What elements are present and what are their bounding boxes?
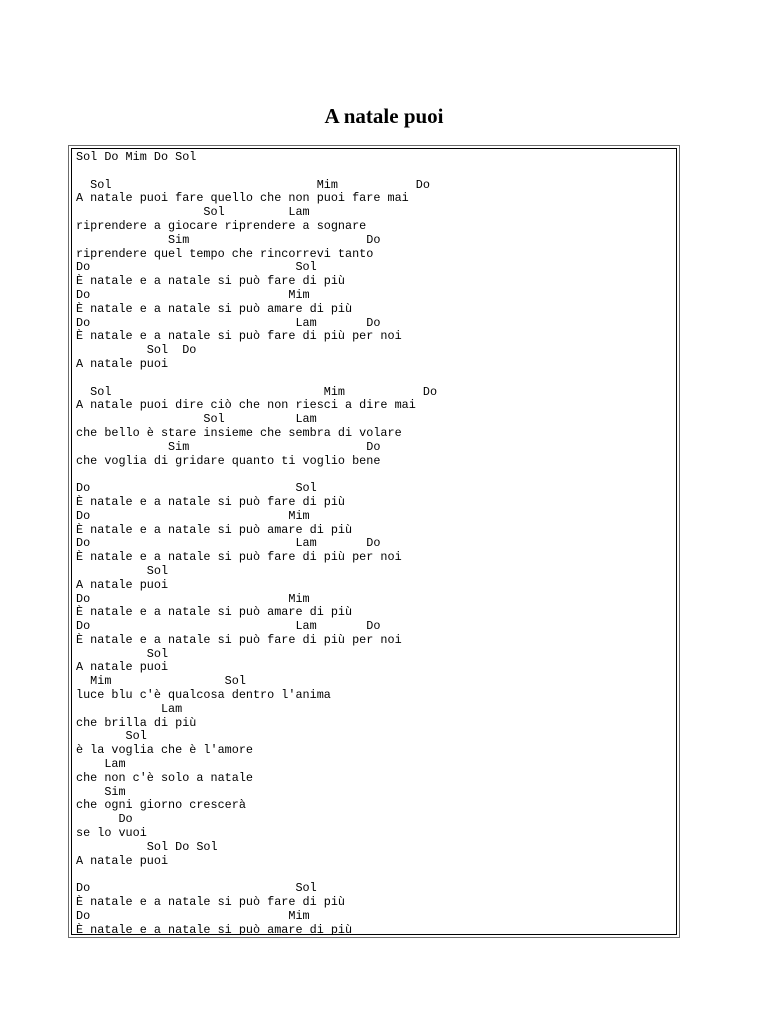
song-line: Sol Mim Do [76, 384, 438, 399]
song-line: che ogni giorno crescerà [76, 798, 246, 813]
song-line: È natale e a natale si può fare di più per noi [76, 632, 402, 647]
song-line: Sol Do Mim Do Sol [76, 150, 197, 164]
song-line: è la voglia che è l'amore [76, 743, 253, 758]
song-line: È natale e a natale si può amare di più [76, 605, 353, 620]
song-line: riprendere a giocare riprendere a sognare [76, 218, 367, 233]
song-line: È natale e a natale si può fare di più [76, 274, 346, 289]
song-line: È natale e a natale si può amare di più [76, 301, 353, 316]
song-line: Mim Sol [76, 674, 246, 689]
song-line: A natale puoi [76, 853, 169, 868]
song-line: Lam [76, 701, 183, 716]
chord-lyrics-text [72, 149, 676, 935]
song-line: È natale e a natale si può fare di più [76, 494, 346, 509]
song-line: che voglia di gridare quanto ti voglio bene [76, 453, 381, 468]
song-line: che non c'è solo a natale [76, 770, 253, 785]
song-line: Do [76, 812, 133, 827]
song-line: luce blu c'è qualcosa dentro l'anima [76, 688, 331, 703]
song-line: Do Lam Do [76, 619, 381, 634]
song-line: Sim [76, 784, 126, 799]
song-line: Sol Do Sol [76, 839, 218, 854]
song-box-inner [71, 148, 677, 935]
song-line: A natale puoi dire ciò che non riesci a dire mai [76, 398, 416, 413]
song-line: È natale e a natale si può fare di più per noi [76, 329, 402, 344]
song-line: Do Sol [76, 260, 317, 275]
song-line: A natale puoi [76, 577, 169, 592]
song-line: A natale puoi [76, 356, 169, 371]
song-line: Lam [76, 757, 126, 772]
song-line: Sim Do [76, 439, 381, 454]
song-line: Do Mim [76, 508, 310, 523]
song-line: Sim Do [76, 232, 381, 247]
song-line: che bello è stare insieme che sembra di volare [76, 425, 402, 440]
song-line: È natale e a natale si può amare di più [76, 922, 353, 935]
song-box [68, 145, 680, 938]
document-title: A natale puoi [324, 104, 444, 128]
song-line: riprendere quel tempo che rincorrevi tanto [76, 246, 374, 261]
song-line: Sol Mim Do [76, 177, 430, 192]
song-line: se lo vuoi [76, 826, 147, 841]
song-line: A natale puoi fare quello che non puoi fare mai [76, 191, 409, 206]
song-line: Sol [76, 729, 147, 744]
song-line: Do Lam Do [76, 315, 381, 330]
song-line: È natale e a natale si può fare di più [76, 895, 346, 910]
song-line: Do Mim [76, 287, 310, 302]
song-line: Sol Lam [76, 412, 317, 427]
song-line: Sol Do [76, 343, 197, 358]
song-line: Do Mim [76, 908, 310, 923]
song-line: Sol [76, 563, 169, 578]
song-line: È natale e a natale si può amare di più [76, 522, 353, 537]
song-line: Sol [76, 646, 169, 661]
song-line: Do Mim [76, 591, 310, 606]
song-line: Do Sol [76, 481, 317, 496]
song-line: È natale e a natale si può fare di più per noi [76, 550, 402, 565]
song-line: A natale puoi [76, 660, 169, 675]
song-line: che brilla di più [76, 715, 197, 730]
song-line: Sol Lam [76, 205, 310, 220]
song-line: Do Lam Do [76, 536, 381, 551]
song-line: Do Sol [76, 881, 317, 896]
